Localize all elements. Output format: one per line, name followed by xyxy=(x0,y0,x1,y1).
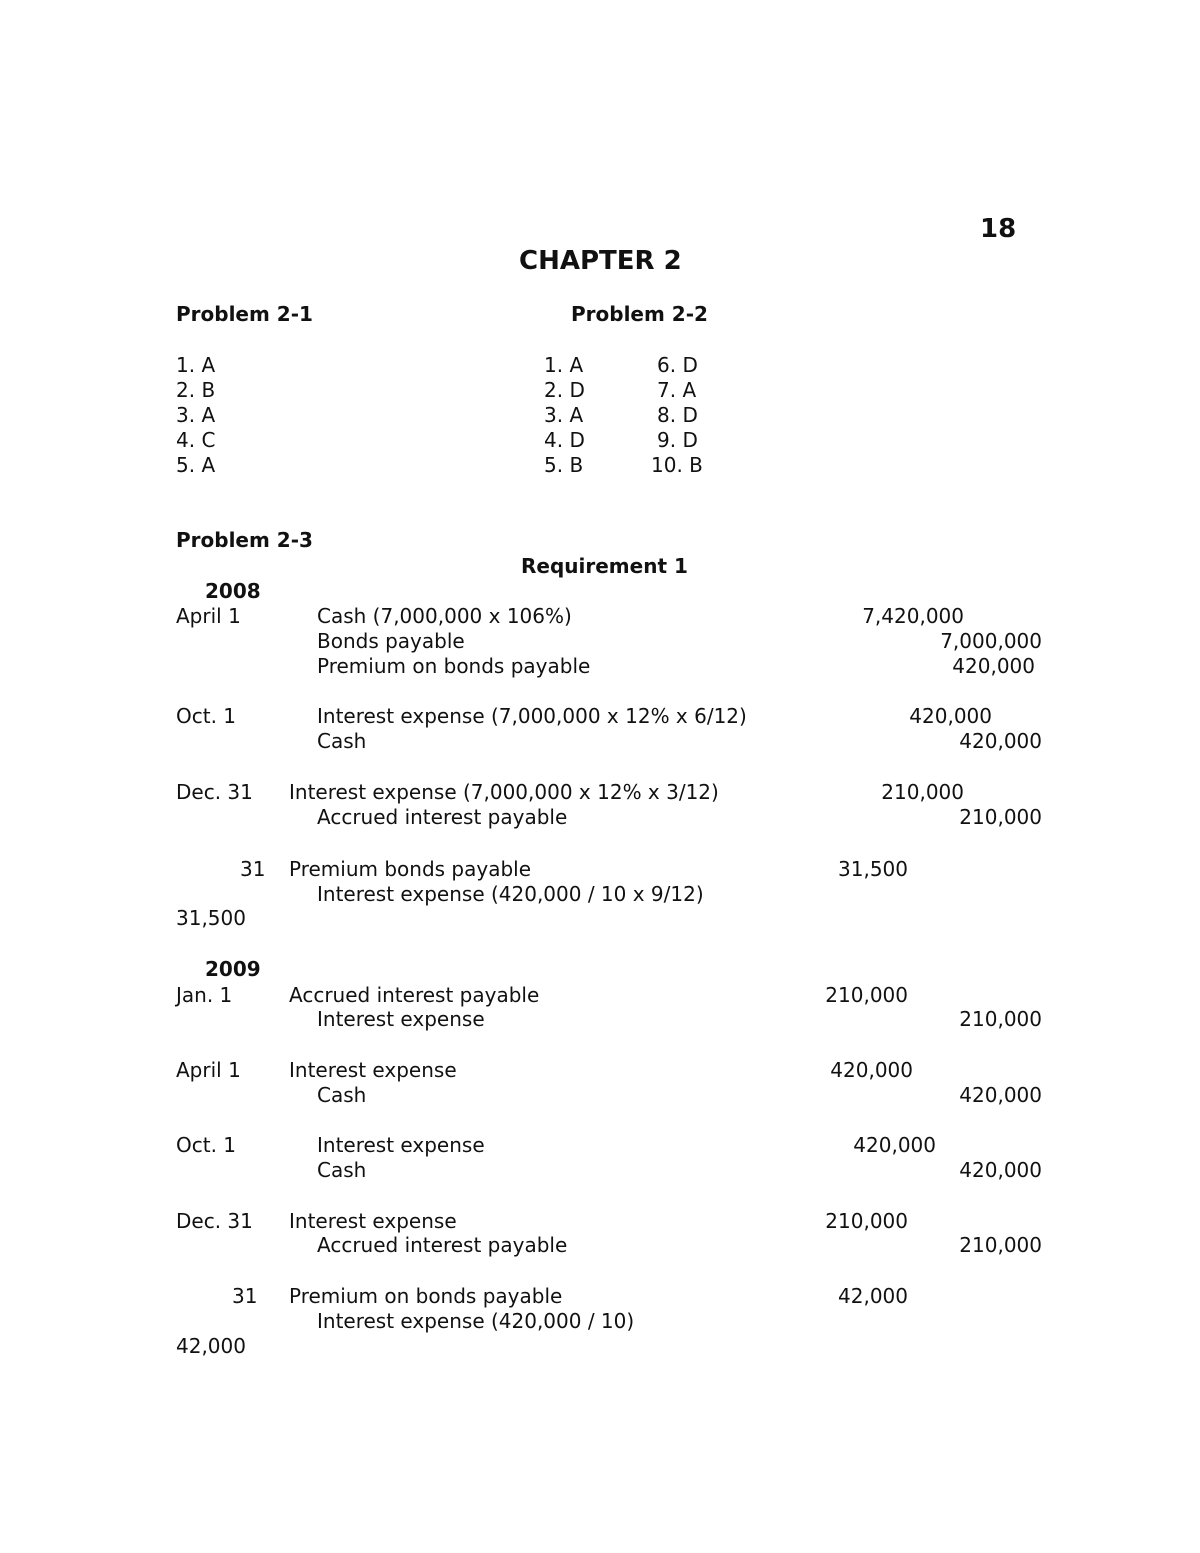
chapter-title: CHAPTER 2 xyxy=(519,246,682,276)
entry-debit: 42,000 xyxy=(838,1284,908,1308)
entry-credit: 210,000 xyxy=(959,1233,1042,1257)
problem-2-1-answer: 2. B xyxy=(176,378,216,402)
entry-debit: 31,500 xyxy=(838,857,908,881)
entry-date: 31 xyxy=(240,857,266,881)
problem-2-2-answer: 6. D xyxy=(657,353,698,377)
entry-date: 31 xyxy=(232,1284,258,1308)
entry-date: Dec. 31 xyxy=(176,1209,253,1233)
entry-account: Interest expense (420,000 / 10) xyxy=(317,1309,635,1333)
page-number: 18 xyxy=(980,214,1017,244)
problem-2-3-heading: Problem 2-3 xyxy=(176,528,313,552)
entry-debit: 210,000 xyxy=(825,983,908,1007)
entry-account: Interest expense xyxy=(289,1209,457,1233)
entry-account: Cash (7,000,000 x 106%) xyxy=(317,604,572,628)
problem-2-2-answer: 7. A xyxy=(657,378,697,402)
entry-account: Interest expense xyxy=(317,1133,485,1157)
entry-credit: 420,000 xyxy=(952,654,1035,678)
problem-2-1-answer: 5. A xyxy=(176,453,216,477)
problem-2-1-answer: 4. C xyxy=(176,428,216,452)
entry-date: April 1 xyxy=(176,604,241,628)
entry-debit: 420,000 xyxy=(909,704,992,728)
problem-2-2-answer: 4. D xyxy=(544,428,585,452)
entry-account: Cash xyxy=(317,1083,367,1107)
entry-account: Interest expense xyxy=(289,1058,457,1082)
entry-amount: 31,500 xyxy=(176,906,246,930)
entry-amount: 42,000 xyxy=(176,1334,246,1358)
entry-account: Interest expense (420,000 / 10 x 9/12) xyxy=(317,882,704,906)
entry-account: Bonds payable xyxy=(317,629,465,653)
problem-2-1-answer: 1. A xyxy=(176,353,216,377)
problem-2-2-answer: 5. B xyxy=(544,453,584,477)
entry-account: Cash xyxy=(317,1158,367,1182)
entry-account: Premium on bonds payable xyxy=(289,1284,563,1308)
problem-2-2-answer: 10. B xyxy=(651,453,703,477)
problem-2-2-answer: 8. D xyxy=(657,403,698,427)
problem-2-2-answer: 2. D xyxy=(544,378,585,402)
entry-account: Cash xyxy=(317,729,367,753)
entry-account: Interest expense xyxy=(317,1007,485,1031)
problem-2-2-answer: 1. A xyxy=(544,353,584,377)
entry-account: Premium on bonds payable xyxy=(317,654,591,678)
problem-2-2-heading: Problem 2-2 xyxy=(571,302,708,326)
entry-date: Jan. 1 xyxy=(176,983,233,1007)
entry-credit: 210,000 xyxy=(959,805,1042,829)
entry-account: Interest expense (7,000,000 x 12% x 3/12) xyxy=(289,780,719,804)
entry-account: Premium bonds payable xyxy=(289,857,532,881)
problem-2-1-answer: 3. A xyxy=(176,403,216,427)
entry-debit: 210,000 xyxy=(881,780,964,804)
entry-account: Accrued interest payable xyxy=(289,983,540,1007)
entry-debit: 210,000 xyxy=(825,1209,908,1233)
entry-account: Accrued interest payable xyxy=(317,1233,568,1257)
entry-debit: 420,000 xyxy=(853,1133,936,1157)
entry-date: April 1 xyxy=(176,1058,241,1082)
year-heading: 2009 xyxy=(205,957,261,981)
entry-account: Accrued interest payable xyxy=(317,805,568,829)
problem-2-2-answer: 3. A xyxy=(544,403,584,427)
problem-2-2-answer: 9. D xyxy=(657,428,698,452)
entry-credit: 420,000 xyxy=(959,729,1042,753)
entry-credit: 420,000 xyxy=(959,1083,1042,1107)
entry-date: Oct. 1 xyxy=(176,704,237,728)
entry-credit: 210,000 xyxy=(959,1007,1042,1031)
entry-credit: 420,000 xyxy=(959,1158,1042,1182)
entry-date: Dec. 31 xyxy=(176,780,253,804)
entry-credit: 7,000,000 xyxy=(940,629,1042,653)
problem-2-1-heading: Problem 2-1 xyxy=(176,302,313,326)
entry-debit: 7,420,000 xyxy=(862,604,964,628)
year-heading: 2008 xyxy=(205,579,261,603)
entry-account: Interest expense (7,000,000 x 12% x 6/12) xyxy=(317,704,747,728)
requirement-heading: Requirement 1 xyxy=(521,554,688,578)
entry-date: Oct. 1 xyxy=(176,1133,237,1157)
entry-debit: 420,000 xyxy=(830,1058,913,1082)
